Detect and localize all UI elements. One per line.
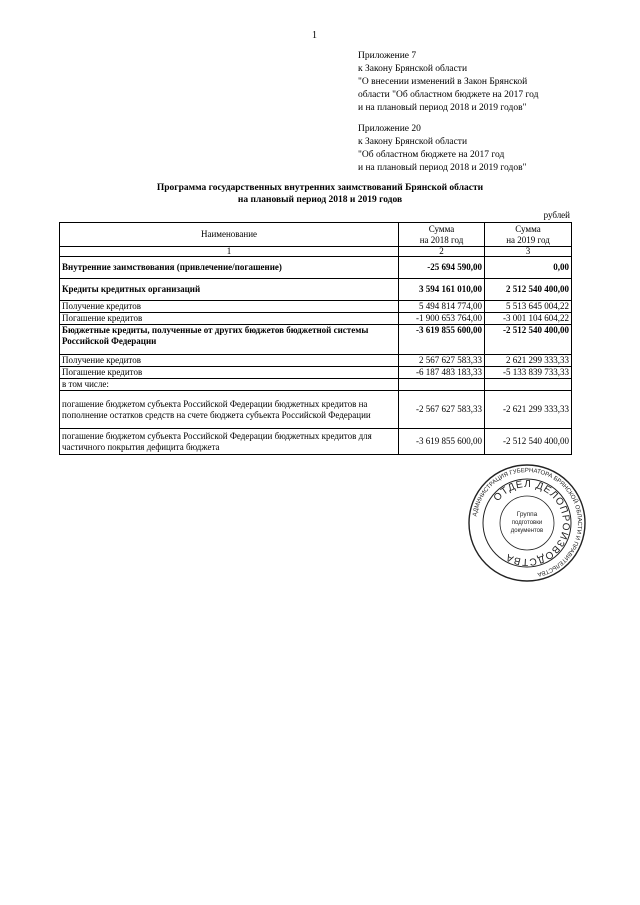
document-title — [60, 182, 580, 206]
row-value-2018: -6 187 483 183,33 — [399, 367, 485, 379]
column-number-row — [60, 247, 572, 257]
header-sum-2019: Сумма на 2019 год — [485, 223, 572, 247]
title-line-1: Программа государственных внутренних заимствований Брянской области — [156, 183, 484, 193]
row-value-2019: -2 512 540 400,00 — [485, 325, 572, 355]
row-value-2019: 2 512 540 400,00 — [485, 279, 572, 301]
row-value-2018: -3 619 855 600,00 — [399, 429, 485, 455]
office-stamp — [466, 462, 588, 584]
row-value-2018: 3 594 161 010,00 — [399, 279, 485, 301]
row-value-2018: -25 694 590,00 — [399, 257, 485, 279]
stamp-center-line: Группа — [516, 511, 538, 518]
col-number: 1 — [60, 247, 399, 257]
row-name: Получение кредитов — [60, 355, 399, 367]
appendix-20-line: и на плановый период 2018 и 2019 годов" — [358, 163, 527, 173]
appendix-7-line: к Закону Брянской области — [358, 64, 468, 74]
col-number: 2 — [399, 247, 485, 257]
page-number: 1 — [312, 30, 317, 41]
row-value-2019 — [485, 379, 572, 391]
row-value-2019: -2 512 540 400,00 — [485, 429, 572, 455]
appendix-7-line: "О внесении изменений в Закон Брянской — [358, 77, 528, 87]
appendix-7-line: области "Об областном бюджете на 2017 год — [358, 90, 539, 100]
row-value-2019: 2 621 299 333,33 — [485, 355, 572, 367]
row-value-2018: -3 619 855 600,00 — [399, 325, 485, 355]
row-value-2018 — [399, 379, 485, 391]
row-name: погашение бюджетом субъекта Российской Федерации бюджетных кредитов на пополнение остатков средств на счете бюджета субъекта Российской Федерации — [60, 391, 399, 429]
row-value-2019: -3 001 104 604,22 — [485, 313, 572, 325]
borrowing-table — [59, 222, 572, 455]
header-name: Наименование — [60, 223, 399, 247]
stamp-center-line: подготовки — [511, 520, 543, 526]
row-value-2019: -2 621 299 333,33 — [485, 391, 572, 429]
table-row — [60, 257, 572, 279]
row-name: в том числе: — [60, 379, 399, 391]
appendix-header — [358, 50, 588, 175]
row-value-2018: 5 494 814 774,00 — [399, 301, 485, 313]
row-value-2018: 2 567 627 583,33 — [399, 355, 485, 367]
table-row — [60, 367, 572, 379]
row-value-2019: 0,00 — [485, 257, 572, 279]
table-row — [60, 325, 572, 355]
row-value-2018: -2 567 627 583,33 — [399, 391, 485, 429]
table-row — [60, 313, 572, 325]
row-name: Кредиты кредитных организаций — [60, 279, 399, 301]
table-row — [60, 429, 572, 455]
table-header-row — [60, 223, 572, 247]
table-row — [60, 279, 572, 301]
table-row — [60, 301, 572, 313]
table-row — [60, 391, 572, 429]
row-name: Получение кредитов — [60, 301, 399, 313]
units-label: рублей — [543, 210, 570, 220]
stamp-ring-text: АДМИНИСТРАЦИЯ ГУБЕРНАТОРА БРЯНСКОЙ ОБЛАСТИ И ПРАВИТЕЛЬСТВА — [472, 467, 583, 577]
row-name: Бюджетные кредиты, полученные от других бюджетов бюджетной системы Российской Федерации — [60, 325, 399, 355]
row-name: погашение бюджетом субъекта Российской Федерации бюджетных кредитов для частичного покрытия дефицита бюджета — [60, 429, 399, 455]
col-number: 3 — [485, 247, 572, 257]
row-value-2019: 5 513 645 004,22 — [485, 301, 572, 313]
row-value-2019: -5 133 839 733,33 — [485, 367, 572, 379]
appendix-7-line: Приложение 7 — [358, 51, 417, 61]
appendix-20-line: "Об областном бюджете на 2017 год — [358, 150, 505, 160]
title-line-2: на плановый период 2018 и 2019 годов — [237, 195, 403, 205]
row-name: Погашение кредитов — [60, 313, 399, 325]
table-row — [60, 355, 572, 367]
stamp-center-line: документов — [510, 528, 544, 534]
table-row — [60, 379, 572, 391]
appendix-20-line: Приложение 20 — [358, 124, 421, 134]
row-name: Погашение кредитов — [60, 367, 399, 379]
row-value-2018: -1 900 653 764,00 — [399, 313, 485, 325]
appendix-7-line: и на плановый период 2018 и 2019 годов" — [358, 103, 527, 113]
appendix-20-line: к Закону Брянской области — [358, 137, 468, 147]
row-name: Внутренние заимствования (привлечение/погашение) — [60, 257, 399, 279]
header-sum-2018: Сумма на 2018 год — [399, 223, 485, 247]
stamp-department-text: ОТДЕЛ ДЕЛОПРОИЗВОДСТВА — [491, 478, 572, 568]
